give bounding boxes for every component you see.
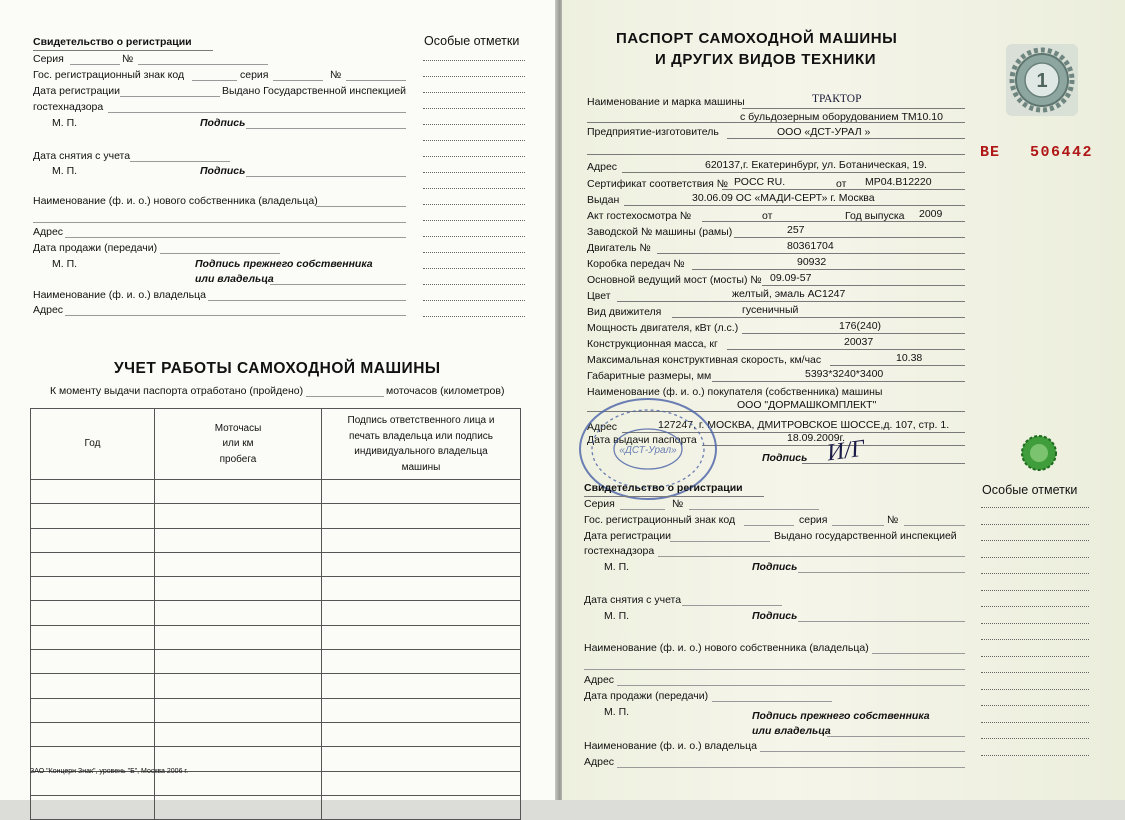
sign-line: [802, 463, 965, 464]
table-row: [31, 795, 521, 819]
engine-label: Двигатель №: [587, 242, 651, 254]
issued-line: [624, 205, 965, 206]
table-cell: [155, 504, 322, 528]
prev-sign-line: [270, 284, 406, 285]
col-sign-line-1: Подпись ответственного лица и: [347, 415, 495, 426]
special-marks-line: [981, 606, 1089, 607]
r-mp-label-1: М. П.: [604, 561, 630, 573]
sign-line-2: [246, 176, 406, 177]
table-cell: [322, 601, 521, 625]
serial-line: [734, 237, 965, 238]
r-owner-name-line: [760, 751, 965, 752]
serial-number: 506442: [1030, 144, 1094, 161]
name-value: ТРАКТОР: [812, 93, 862, 105]
mass-line: [727, 349, 965, 350]
owner-name-line: [208, 300, 406, 301]
r-issued-by-label: Выдано государственной инспекцией: [774, 530, 957, 542]
special-marks-line: [423, 124, 525, 125]
table-cell: [31, 601, 155, 625]
year-value: 2009: [919, 208, 943, 220]
special-marks-line: [423, 236, 525, 237]
special-marks-line: [981, 656, 1089, 657]
special-marks-line: [423, 220, 525, 221]
prev-sign-label-2: или владельца: [195, 273, 274, 285]
gos-seria-line: [273, 80, 323, 81]
special-marks-line: [981, 573, 1089, 574]
reg-date-label: Дата регистрации: [33, 85, 121, 97]
address-label-1: Адрес: [33, 226, 64, 238]
speed-label: Максимальная конструктивная скорость, км/час: [587, 354, 822, 366]
r-owner-name-label: Наименование (ф. и. о.) владельца: [584, 740, 757, 752]
buyer-label: Наименование (ф. и. о.) покупателя (собственника) машины: [587, 386, 883, 398]
r-new-owner-line: [872, 653, 965, 654]
new-owner-line-2: [33, 222, 406, 223]
address-line-2: [65, 315, 406, 316]
table-cell: [322, 795, 521, 819]
special-marks-line: [981, 507, 1089, 508]
axle-value: 09.09-57: [770, 272, 812, 284]
special-marks-line: [981, 755, 1089, 756]
inspection-line: [702, 221, 965, 222]
table-row: [31, 674, 521, 698]
new-owner-line: [316, 206, 406, 207]
gos-no-line: [346, 80, 406, 81]
dims-line: [712, 381, 965, 382]
table-cell: [155, 480, 322, 504]
reg-date-line: [120, 96, 220, 97]
col-sign: [322, 409, 521, 480]
table-cell: [31, 698, 155, 722]
special-marks-line: [981, 590, 1089, 591]
serial-label: Заводской № машины (рамы): [587, 226, 733, 238]
special-marks-line: [423, 188, 525, 189]
special-marks-title-left: Особые отметки: [424, 34, 520, 48]
col-hours: [155, 409, 322, 480]
maker-line-2: [587, 154, 965, 155]
col-sign-line-4: машины: [401, 461, 441, 473]
r-prev-sign-label-2: или владельца: [752, 725, 831, 737]
table-row: [31, 601, 521, 625]
r-reg-date-label: Дата регистрации: [584, 530, 672, 542]
axle-line: [762, 285, 965, 286]
special-marks-line: [423, 284, 525, 285]
seria-line: [70, 64, 120, 65]
issue-date-label: Дата выдачи паспорта: [587, 434, 697, 446]
col-hours-line-1: Моточасы: [214, 422, 262, 434]
table-cell: [322, 650, 521, 674]
special-marks-line: [981, 557, 1089, 558]
serial-series: ВЕ: [980, 144, 1001, 161]
special-marks-line: [423, 316, 525, 317]
table-cell: [155, 552, 322, 576]
r-gos-znak-label: Гос. регистрационный знак код: [584, 514, 736, 526]
inspection-from: от: [762, 210, 773, 222]
table-cell: [31, 480, 155, 504]
table-cell: [322, 625, 521, 649]
table-cell: [31, 528, 155, 552]
mass-label: Конструкционная масса, кг: [587, 338, 718, 350]
r-seria-label: Серия: [584, 498, 615, 510]
gearbox-line: [692, 269, 965, 270]
hologram-emblem: [1002, 40, 1082, 120]
gear-emblem-icon: [1002, 40, 1082, 120]
passport-title-1: ПАСПОРТ САМОХОДНОЙ МАШИНЫ: [616, 30, 898, 47]
special-marks-line: [423, 156, 525, 157]
special-marks-line: [423, 60, 525, 61]
special-marks-line: [423, 268, 525, 269]
r-gostech-line: [658, 556, 965, 557]
r-no-label: №: [672, 498, 684, 510]
table-cell: [155, 650, 322, 674]
no-line: [138, 64, 268, 65]
table-row: [31, 577, 521, 601]
r-address-line-2: [617, 767, 965, 768]
r-address-line-1: [617, 685, 965, 686]
r-reg-date-line: [670, 541, 770, 542]
table-cell: [31, 650, 155, 674]
color-label: Цвет: [587, 290, 611, 302]
buyer-addr-value: 127247, г. МОСКВА, ДМИТРОВСКОЕ ШОССЕ,д. 107, стр. 1.: [658, 419, 950, 431]
sign-label-1: Подпись: [200, 117, 246, 129]
special-marks-line: [981, 672, 1089, 673]
axle-label: Основной ведущий мост (мосты) №: [587, 274, 762, 286]
r-gos-znak-line: [744, 525, 794, 526]
table-cell: [31, 625, 155, 649]
work-table-header: [31, 409, 521, 480]
mover-label: Вид движителя: [587, 306, 662, 318]
speed-value: 10.38: [896, 352, 923, 364]
mover-value: гусеничный: [742, 304, 799, 316]
registration-title-right: Свидетельство о регистрации: [584, 482, 743, 494]
r-sign-label-1: Подпись: [752, 561, 798, 573]
r-gos-seria-line: [832, 525, 884, 526]
r-prev-sign-line: [827, 736, 965, 737]
table-cell: [322, 698, 521, 722]
date-removal-line: [130, 161, 230, 162]
title-underline-right: [584, 496, 764, 497]
table-cell: [31, 504, 155, 528]
col-year: Год: [31, 409, 155, 480]
r-date-removal-label: Дата снятия с учета: [584, 594, 682, 606]
sign-label: Подпись: [762, 452, 808, 464]
r-gos-no-label: №: [887, 514, 899, 526]
mp-label-1: М. П.: [52, 117, 78, 129]
table-row: [31, 480, 521, 504]
power-value: 176(240): [839, 320, 882, 332]
cert-label: Сертификат соответствия №: [587, 178, 729, 190]
speed-line: [830, 365, 965, 366]
special-marks-line: [423, 204, 525, 205]
table-row: [31, 528, 521, 552]
table-cell: [31, 577, 155, 601]
name-label: Наименование и марка машины: [587, 96, 745, 108]
table-cell: [155, 698, 322, 722]
gos-znak-line: [192, 80, 237, 81]
printer-note: ЗАО "Концерн Знак", уровень "Б", Москва 2006 г.: [30, 768, 189, 775]
table-cell: [322, 577, 521, 601]
table-cell: [155, 795, 322, 819]
table-cell: [155, 528, 322, 552]
name-value-2: с бульдозерным оборудованием ТМ10.10: [740, 111, 943, 123]
table-cell: [322, 504, 521, 528]
r-gos-seria-label: серия: [799, 514, 828, 526]
worked-label-post: моточасов (километров): [386, 385, 505, 397]
table-cell: [322, 747, 521, 771]
left-page: [0, 0, 557, 800]
cert-from-value: МР04.В12220: [865, 176, 932, 188]
title-underline: [33, 50, 213, 51]
issued-by-label: Выдано Государственной инспекцией: [222, 85, 407, 97]
special-marks-line: [981, 722, 1089, 723]
table-row: [31, 722, 521, 746]
special-marks-line: [981, 689, 1089, 690]
col-hours-line-2: или км: [222, 438, 254, 450]
green-seal-icon: [1021, 435, 1057, 471]
cert-value: РОСС RU.: [734, 176, 786, 188]
passport-title-2: И ДРУГИХ ВИДОВ ТЕХНИКИ: [655, 51, 877, 68]
r-new-owner-line-2: [584, 669, 965, 670]
special-marks-line: [981, 623, 1089, 624]
address-label: Адрес: [587, 161, 618, 173]
table-cell: [155, 601, 322, 625]
table-cell: [322, 528, 521, 552]
maker-value: ООО «ДСТ-УРАЛ »: [777, 126, 871, 138]
gos-no-label: №: [330, 69, 342, 81]
table-cell: [155, 722, 322, 746]
color-line: [617, 301, 965, 302]
r-sign-line-2: [798, 621, 965, 622]
r-new-owner-label: Наименование (ф. и. о.) нового собственника (владельца): [584, 642, 869, 654]
table-cell: [322, 722, 521, 746]
table-cell: [31, 552, 155, 576]
cert-line: [722, 189, 965, 190]
issued-value: 30.06.09 ОС «МАДИ-СЕРТ» г. Москва: [692, 192, 875, 204]
special-marks-line: [981, 540, 1089, 541]
emblem-digit: 1: [1036, 70, 1048, 92]
table-cell: [322, 771, 521, 795]
date-removal-label: Дата снятия с учета: [33, 150, 131, 162]
gos-seria-label: серия: [240, 69, 269, 81]
sign-label-2: Подпись: [200, 165, 246, 177]
special-marks-line: [981, 705, 1089, 706]
serial-value: 257: [787, 224, 805, 236]
stamp-text: «ДСТ-Урал»: [619, 445, 677, 456]
r-date-removal-line: [682, 605, 782, 606]
no-label: №: [122, 53, 134, 65]
sale-date-line: [160, 253, 280, 254]
new-owner-label: Наименование (ф. и. о.) нового собственника (владельца): [33, 195, 318, 207]
r-sign-label-2: Подпись: [752, 610, 798, 622]
signature: И/Г: [825, 435, 867, 467]
year-label: Год выпуска: [845, 210, 905, 222]
table-cell: [31, 795, 155, 819]
maker-line: [727, 138, 965, 139]
r-mp-label-2: М. П.: [604, 610, 630, 622]
special-marks-line: [981, 524, 1089, 525]
table-cell: [31, 722, 155, 746]
prev-sign-label-1: Подпись прежнего собственника: [195, 258, 373, 270]
mp-label-2: М. П.: [52, 165, 78, 177]
r-sale-date-label: Дата продажи (передачи): [584, 690, 709, 702]
gostech-label: гостехнадзора: [33, 101, 104, 113]
special-marks-line: [423, 108, 525, 109]
address-label-2: Адрес: [33, 304, 64, 316]
col-sign-line-3: индивидуального владельца: [354, 446, 488, 457]
col-hours-line-3: пробега: [219, 453, 257, 465]
sale-date-label: Дата продажи (передачи): [33, 242, 158, 254]
special-marks-line: [423, 76, 525, 77]
mover-line: [672, 317, 965, 318]
cert-from-label: от: [836, 178, 847, 190]
mass-value: 20037: [844, 336, 874, 348]
table-row: [31, 625, 521, 649]
special-marks-line: [981, 639, 1089, 640]
work-table: [30, 408, 521, 820]
r-sign-line-1: [798, 572, 965, 573]
table-cell: [322, 552, 521, 576]
r-address-label-1: Адрес: [584, 674, 615, 686]
special-marks-line: [423, 172, 525, 173]
table-cell: [322, 674, 521, 698]
name-line-2: [587, 122, 965, 123]
table-cell: [31, 674, 155, 698]
r-address-label-2: Адрес: [584, 756, 615, 768]
special-marks-line: [423, 300, 525, 301]
name-line: [742, 108, 965, 109]
special-marks-line: [423, 140, 525, 141]
special-marks-title-right: Особые отметки: [982, 483, 1078, 497]
issued-label: Выдан: [587, 194, 620, 206]
power-line: [742, 333, 965, 334]
gostech-line: [108, 112, 406, 113]
buyer-value: ООО "ДОРМАШКОМПЛЕКТ": [737, 399, 877, 411]
table-row: [31, 504, 521, 528]
worked-label-pre: К моменту выдачи паспорта отработано (пройдено): [50, 385, 304, 397]
special-marks-line: [981, 738, 1089, 739]
worked-line: [306, 396, 384, 397]
green-seal: [1021, 435, 1057, 471]
table-row: [31, 552, 521, 576]
engine-line: [657, 253, 965, 254]
address-line: [622, 172, 965, 173]
owner-name-label: Наименование (ф. и. о.) владельца: [33, 289, 206, 301]
sign-line-1: [246, 128, 406, 129]
dims-value: 5393*3240*3400: [805, 368, 884, 380]
table-cell: [322, 480, 521, 504]
gearbox-value: 90932: [797, 256, 827, 268]
inspection-label: Акт гостехосмотра №: [587, 210, 692, 222]
color-value: желтый, эмаль АС1247: [732, 288, 846, 300]
table-cell: [155, 625, 322, 649]
power-label: Мощность двигателя, кВт (л.с.): [587, 322, 739, 334]
r-gostech-label: гостехнадзора: [584, 545, 655, 557]
address-line-1: [65, 237, 406, 238]
right-page: [562, 0, 1125, 800]
col-sign-line-2: печать владельца или подпись: [348, 430, 493, 442]
maker-label: Предприятие-изготовитель: [587, 126, 719, 138]
registration-title: Свидетельство о регистрации: [33, 36, 192, 48]
r-sale-date-line: [712, 701, 832, 702]
engine-value: 80361704: [787, 240, 834, 252]
gos-znak-label: Гос. регистрационный знак код: [33, 69, 185, 81]
r-prev-sign-label-1: Подпись прежнего собственника: [752, 710, 930, 722]
dims-label: Габаритные размеры, мм: [587, 370, 712, 382]
table-cell: [155, 577, 322, 601]
r-mp-label-3: М. П.: [604, 706, 630, 718]
r-gos-no-line: [904, 525, 965, 526]
address-value: 620137,г. Екатеринбург, ул. Ботаническая, 19.: [705, 159, 927, 171]
seria-label: Серия: [33, 53, 64, 65]
table-cell: [155, 674, 322, 698]
r-no-line: [689, 509, 819, 510]
mp-label-3: М. П.: [52, 258, 78, 270]
buyer-addr-label: Адрес: [587, 421, 618, 433]
special-marks-line: [423, 92, 525, 93]
table-row: [31, 698, 521, 722]
r-seria-line: [620, 509, 665, 510]
work-title: УЧЕТ РАБОТЫ САМОХОДНОЙ МАШИНЫ: [114, 360, 441, 377]
gearbox-label: Коробка передач №: [587, 258, 685, 270]
special-marks-line: [423, 252, 525, 253]
table-row: [31, 650, 521, 674]
issue-date-value: 18.09.2009г.: [787, 432, 846, 444]
